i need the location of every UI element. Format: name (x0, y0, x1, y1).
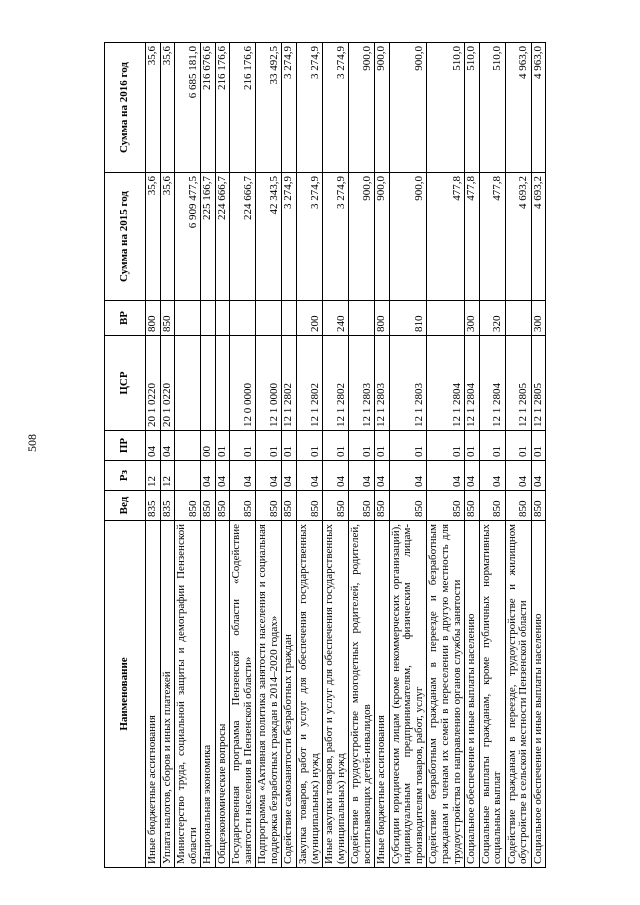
cell-rz: 12 (146, 461, 161, 491)
cell-pr: 00 (201, 431, 216, 461)
cell-sum-2015: 900,0 (389, 173, 427, 301)
cell-sum-2015: 6 909 477,5 (175, 173, 201, 301)
table-row (230, 43, 256, 868)
cell-rz: 12 (160, 461, 175, 491)
cell-pr: 01 (282, 431, 297, 461)
cell-vr: 800 (375, 301, 390, 336)
cell-ved: 850 (505, 491, 531, 521)
cell-name: Социальное обеспечение и иные выплаты населению (531, 521, 546, 868)
cell-pr: 01 (230, 431, 256, 461)
cell-rz: 04 (215, 461, 230, 491)
table-row (175, 43, 201, 868)
header-vr: ВР (105, 301, 146, 336)
cell-sum-2015: 224 666,7 (215, 173, 230, 301)
cell-ved: 850 (389, 491, 427, 521)
cell-sum-2016: 510,0 (479, 43, 505, 173)
cell-sum-2015: 900,0 (375, 173, 390, 301)
cell-csr: 12 1 2802 (323, 336, 349, 431)
table-row (323, 43, 349, 868)
cell-pr: 01 (389, 431, 427, 461)
cell-vr (230, 301, 256, 336)
cell-ved: 850 (323, 491, 349, 521)
cell-name: Содействие гражданам в переезде, трудоустройстве и жилищном обустройстве в сельской местности Пензенской области (505, 521, 531, 868)
cell-sum-2016: 900,0 (389, 43, 427, 173)
table-row (389, 43, 427, 868)
cell-rz: 04 (427, 461, 465, 491)
table-row (427, 43, 465, 868)
cell-ved: 850 (479, 491, 505, 521)
table-row (146, 43, 161, 868)
cell-sum-2015: 4 693,2 (505, 173, 531, 301)
cell-sum-2016: 6 685 181,0 (175, 43, 201, 173)
cell-ved: 835 (146, 491, 161, 521)
cell-sum-2015: 3 274,9 (282, 173, 297, 301)
cell-vr (201, 301, 216, 336)
header-sum-2015: Сумма на 2015 год (105, 173, 146, 301)
table-row (297, 43, 323, 868)
cell-sum-2016: 216 176,6 (215, 43, 230, 173)
header-sum-2016: Сумма на 2016 год (105, 43, 146, 173)
cell-pr: 01 (215, 431, 230, 461)
cell-pr: 01 (465, 431, 480, 461)
cell-sum-2015: 35,6 (160, 173, 175, 301)
cell-sum-2015: 225 166,7 (201, 173, 216, 301)
cell-csr: 12 1 2803 (375, 336, 390, 431)
header-csr: ЦСР (105, 336, 146, 431)
cell-sum-2015: 477,8 (465, 173, 480, 301)
cell-csr: 12 1 2802 (282, 336, 297, 431)
cell-ved: 850 (256, 491, 282, 521)
cell-sum-2015: 3 274,9 (323, 173, 349, 301)
cell-sum-2016: 216 676,6 (201, 43, 216, 173)
cell-csr: 12 1 2803 (389, 336, 427, 431)
cell-vr (427, 301, 465, 336)
cell-pr: 01 (256, 431, 282, 461)
cell-rz: 04 (297, 461, 323, 491)
cell-rz: 04 (349, 461, 375, 491)
cell-rz: 04 (465, 461, 480, 491)
cell-rz: 04 (230, 461, 256, 491)
cell-ved: 850 (282, 491, 297, 521)
cell-vr (282, 301, 297, 336)
cell-name: Содействие безработным гражданам в переезде и безработным гражданам и членам их семей в переселении в другую местность для трудоустройства по направлению органов службы занятости (427, 521, 465, 868)
cell-vr: 300 (531, 301, 546, 336)
cell-ved: 850 (349, 491, 375, 521)
cell-ved: 850 (175, 491, 201, 521)
table-row (282, 43, 297, 868)
cell-vr: 320 (479, 301, 505, 336)
cell-csr: 20 1 0220 (160, 336, 175, 431)
cell-rz: 04 (323, 461, 349, 491)
cell-ved: 850 (465, 491, 480, 521)
table-row (215, 43, 230, 868)
cell-pr: 04 (146, 431, 161, 461)
table-row (201, 43, 216, 868)
cell-sum-2016: 3 274,9 (282, 43, 297, 173)
cell-csr: 12 1 2805 (505, 336, 531, 431)
cell-sum-2015: 477,8 (479, 173, 505, 301)
cell-name: Социальное обеспечение и иные выплаты населению (465, 521, 480, 868)
cell-vr: 850 (160, 301, 175, 336)
cell-vr (256, 301, 282, 336)
header-pr: ПР (105, 431, 146, 461)
cell-pr: 04 (160, 431, 175, 461)
cell-pr: 01 (531, 431, 546, 461)
cell-name: Уплата налогов, сборов и иных платежей (160, 521, 175, 868)
cell-ved: 850 (531, 491, 546, 521)
table-row (256, 43, 282, 868)
cell-name: Социальные выплаты гражданам, кроме публичных нормативных социальных выплат (479, 521, 505, 868)
cell-csr: 12 1 2802 (297, 336, 323, 431)
cell-name: Государственная программа Пензенской области «Содействие занятости населения в Пензенской области» (230, 521, 256, 868)
cell-rz: 04 (375, 461, 390, 491)
cell-vr (505, 301, 531, 336)
cell-sum-2016: 900,0 (375, 43, 390, 173)
cell-csr: 12 0 0000 (230, 336, 256, 431)
cell-sum-2015: 900,0 (349, 173, 375, 301)
cell-sum-2015: 477,8 (427, 173, 465, 301)
cell-sum-2015: 4 693,2 (531, 173, 546, 301)
table-row (479, 43, 505, 868)
cell-vr (175, 301, 201, 336)
cell-vr (215, 301, 230, 336)
cell-rz: 04 (282, 461, 297, 491)
cell-sum-2016: 4 963,0 (505, 43, 531, 173)
cell-csr (175, 336, 201, 431)
cell-sum-2016: 35,6 (146, 43, 161, 173)
cell-name: Субсидии юридическим лицам (кроме некоммерческих организаций), индивидуальным предпринимателям, физическим лицам-производителям товаров, работ, услуг (389, 521, 427, 868)
header-row (105, 43, 146, 868)
cell-name: Иные бюджетные ассигнования (375, 521, 390, 868)
cell-rz: 04 (201, 461, 216, 491)
cell-name: Закупка товаров, работ и услуг для обеспечения государственных (муниципальных) нужд (297, 521, 323, 868)
cell-name: Министерство труда, социальной защиты и демографии Пензенской области (175, 521, 201, 868)
cell-sum-2016: 900,0 (349, 43, 375, 173)
cell-csr: 12 1 0000 (256, 336, 282, 431)
budget-table (104, 42, 546, 868)
cell-csr: 12 1 2804 (427, 336, 465, 431)
table-row (465, 43, 480, 868)
cell-vr: 810 (389, 301, 427, 336)
cell-ved: 850 (230, 491, 256, 521)
cell-vr: 800 (146, 301, 161, 336)
cell-rz: 04 (389, 461, 427, 491)
cell-sum-2015: 224 666,7 (230, 173, 256, 301)
page-number: 508 (25, 434, 39, 452)
cell-name: Общеэкономические вопросы (215, 521, 230, 868)
cell-rz (175, 461, 201, 491)
cell-pr (175, 431, 201, 461)
cell-pr: 01 (479, 431, 505, 461)
header-ved: Вед (105, 491, 146, 521)
cell-sum-2016: 4 963,0 (531, 43, 546, 173)
table-row (531, 43, 546, 868)
cell-pr: 01 (427, 431, 465, 461)
cell-sum-2016: 510,0 (427, 43, 465, 173)
cell-csr: 20 1 0220 (146, 336, 161, 431)
cell-rz: 04 (531, 461, 546, 491)
cell-csr: 12 1 2803 (349, 336, 375, 431)
cell-vr: 300 (465, 301, 480, 336)
cell-sum-2016: 33 492,5 (256, 43, 282, 173)
cell-sum-2016: 216 176,6 (230, 43, 256, 173)
cell-ved: 850 (215, 491, 230, 521)
rotated-table-container (104, 43, 564, 868)
table-row (505, 43, 531, 868)
cell-sum-2016: 510,0 (465, 43, 480, 173)
cell-pr: 01 (505, 431, 531, 461)
cell-ved: 850 (297, 491, 323, 521)
table-row (160, 43, 175, 868)
cell-csr: 12 1 2805 (531, 336, 546, 431)
cell-csr (201, 336, 216, 431)
cell-rz: 04 (479, 461, 505, 491)
cell-rz: 04 (256, 461, 282, 491)
cell-pr: 01 (323, 431, 349, 461)
cell-ved: 850 (375, 491, 390, 521)
table-row (349, 43, 375, 868)
cell-sum-2016: 3 274,9 (297, 43, 323, 173)
cell-name: Содействие самозанятости безработных граждан (282, 521, 297, 868)
cell-vr (349, 301, 375, 336)
cell-ved: 850 (201, 491, 216, 521)
cell-vr: 240 (323, 301, 349, 336)
cell-pr: 01 (297, 431, 323, 461)
cell-name: Национальная экономика (201, 521, 216, 868)
cell-csr: 12 1 2804 (465, 336, 480, 431)
cell-ved: 850 (427, 491, 465, 521)
cell-ved: 835 (160, 491, 175, 521)
cell-name: Иные закупки товаров, работ и услуг для обеспечения государственных (муниципальных) нужд (323, 521, 349, 868)
cell-pr: 01 (349, 431, 375, 461)
table-body (146, 43, 546, 868)
table-row (375, 43, 390, 868)
cell-sum-2015: 35,6 (146, 173, 161, 301)
cell-csr: 12 1 2804 (479, 336, 505, 431)
cell-pr: 01 (375, 431, 390, 461)
cell-rz: 04 (505, 461, 531, 491)
cell-sum-2015: 42 343,5 (256, 173, 282, 301)
cell-sum-2015: 3 274,9 (297, 173, 323, 301)
cell-name: Иные бюджетные ассигнования (146, 521, 161, 868)
cell-sum-2016: 3 274,9 (323, 43, 349, 173)
header-rz: Рз (105, 461, 146, 491)
cell-sum-2016: 35,6 (160, 43, 175, 173)
cell-vr: 200 (297, 301, 323, 336)
cell-name: Содействие в трудоустройстве многодетных родителей, родителей, воспитывающих детей-инвалидов (349, 521, 375, 868)
cell-name: Подпрограмма «Активная политика занятости населения и социальная поддержка безработных граждан в 2014–2020 годах» (256, 521, 282, 868)
cell-csr (215, 336, 230, 431)
header-name: Наименование (105, 521, 146, 868)
